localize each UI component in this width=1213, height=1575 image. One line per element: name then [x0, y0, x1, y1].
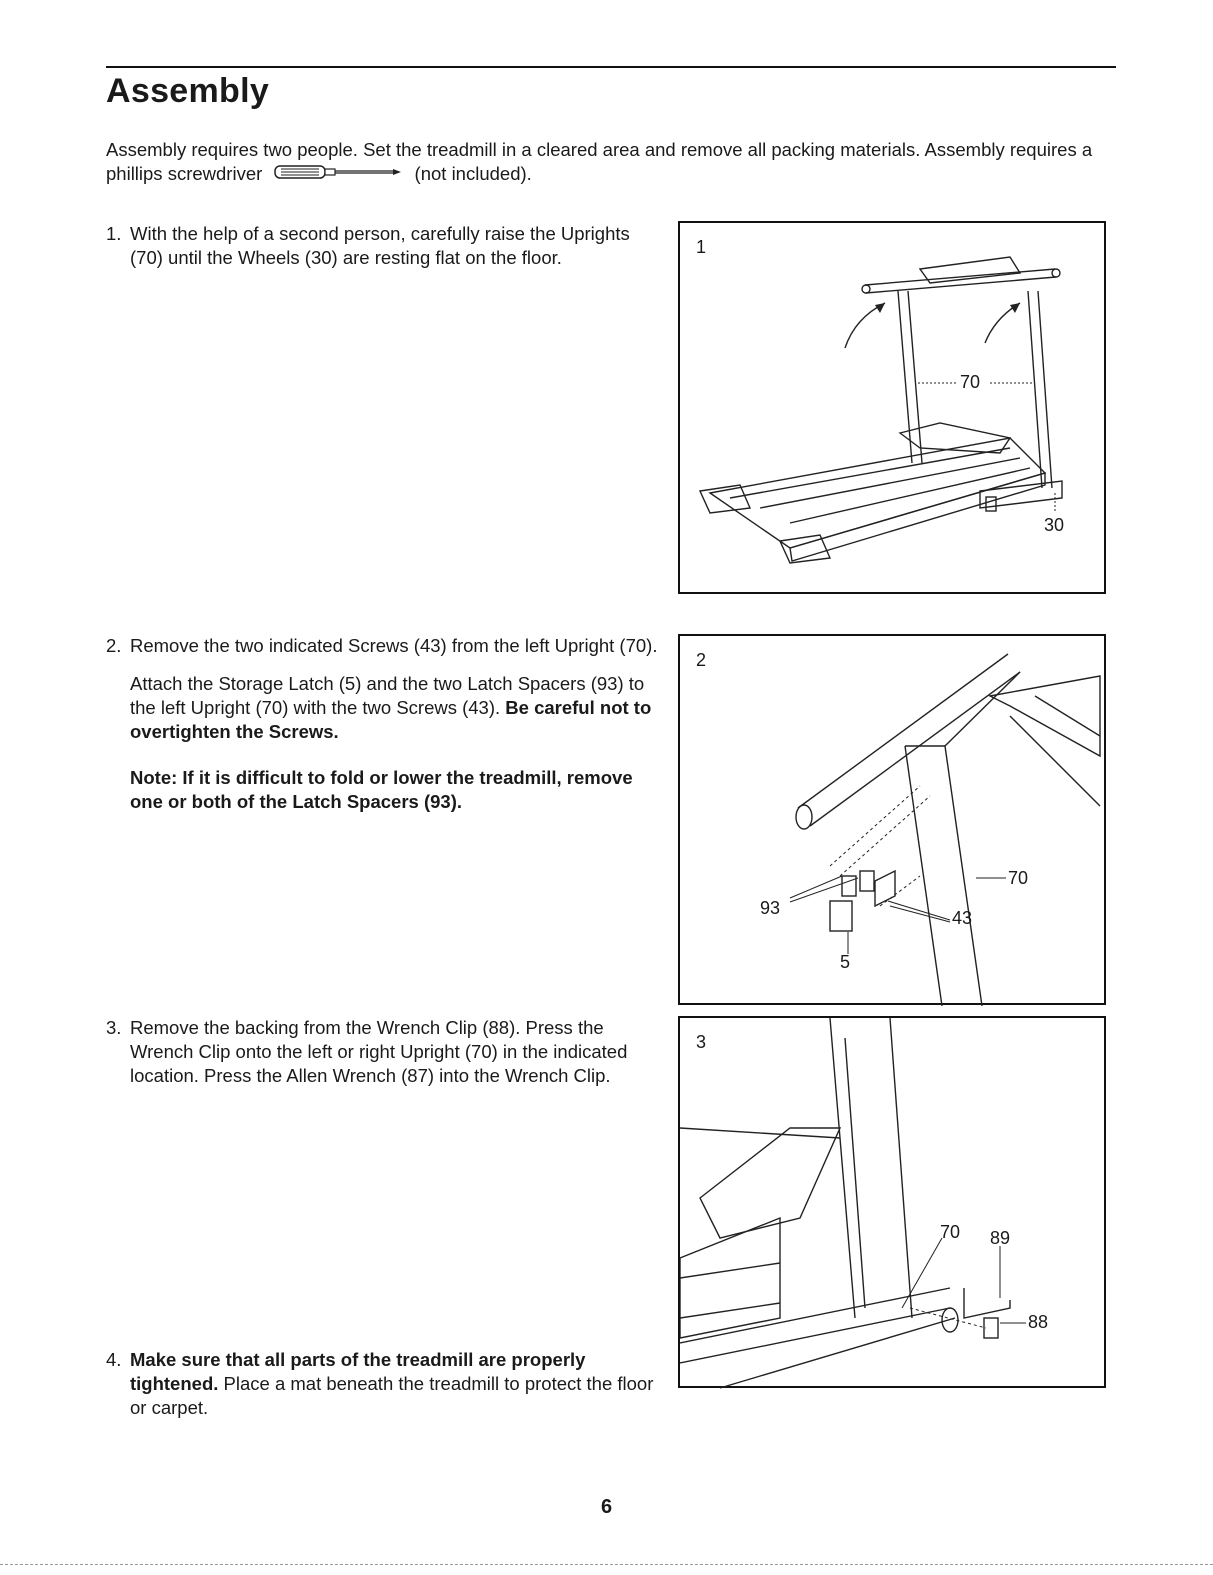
step-3 [106, 1016, 666, 1102]
callout-label: 88 [1028, 1312, 1049, 1332]
callout-label: 5 [840, 952, 851, 972]
callout-label: 70 [940, 1222, 961, 1242]
step-text: Attach the Storage Latch (5) and the two Latch Spacers (93) to the left Upright (70) with the two Screws (43). Be careful not to overtighten the Screws. [130, 673, 652, 742]
step-number: 1. [106, 223, 122, 244]
page-title: Assembly [106, 72, 270, 110]
step-2 [106, 634, 666, 828]
step-number: 4. [106, 1349, 122, 1370]
figure-number: 2 [696, 650, 707, 670]
figure-2 [678, 634, 1106, 1005]
callout-label: 93 [760, 898, 781, 918]
header-rule [106, 66, 1116, 68]
intro-paragraph [106, 138, 1116, 187]
step-1 [106, 222, 666, 284]
callout-label: 89 [990, 1228, 1011, 1248]
callout-label: 43 [952, 908, 973, 928]
figure-number: 3 [696, 1032, 707, 1052]
figure-1 [678, 221, 1106, 594]
figure-3 [678, 1016, 1106, 1388]
treadmill-uprights-illustration [680, 223, 1108, 596]
wrench-clip-illustration [680, 1018, 1108, 1390]
callout-label: 30 [1044, 515, 1065, 535]
step-text: Make sure that all parts of the treadmill are properly tightened. Place a mat beneath the treadmill to protect the floor or carpet. [130, 1349, 654, 1418]
warning-text: Be careful not to overtighten the Screws. [130, 697, 652, 742]
page-number: 6 [600, 1496, 613, 1518]
figure-number: 1 [696, 237, 707, 257]
step-number: 3. [106, 1017, 122, 1038]
intro-text-end: (not included). [414, 163, 532, 184]
note-text: Note: If it is difficult to fold or lower the treadmill, remove one or both of the Latch Spacers (93). [130, 767, 633, 812]
phillips-screwdriver-icon [273, 163, 403, 187]
callout-label: 70 [960, 372, 981, 392]
step-text: With the help of a second person, carefully raise the Uprights (70) until the Wheels (30) are resting flat on the floor. [130, 223, 630, 268]
step-number: 2. [106, 635, 122, 656]
intro-text: Assembly requires two people. Set the treadmill in a cleared area and remove all packing materials. Assembly requires a phillips screwdriver [106, 139, 1093, 184]
footer-rule [0, 1564, 1213, 1567]
step-text: Remove the backing from the Wrench Clip (88). Press the Wrench Clip onto the left or right Upright (70) in the indicated location. Press the Allen Wrench (87) into the Wrench Clip. [130, 1017, 628, 1086]
step-4 [106, 1348, 666, 1434]
step-text: Remove the two indicated Screws (43) from the left Upright (70). [130, 635, 658, 656]
storage-latch-illustration [680, 636, 1108, 1007]
callout-label: 70 [1008, 868, 1029, 888]
